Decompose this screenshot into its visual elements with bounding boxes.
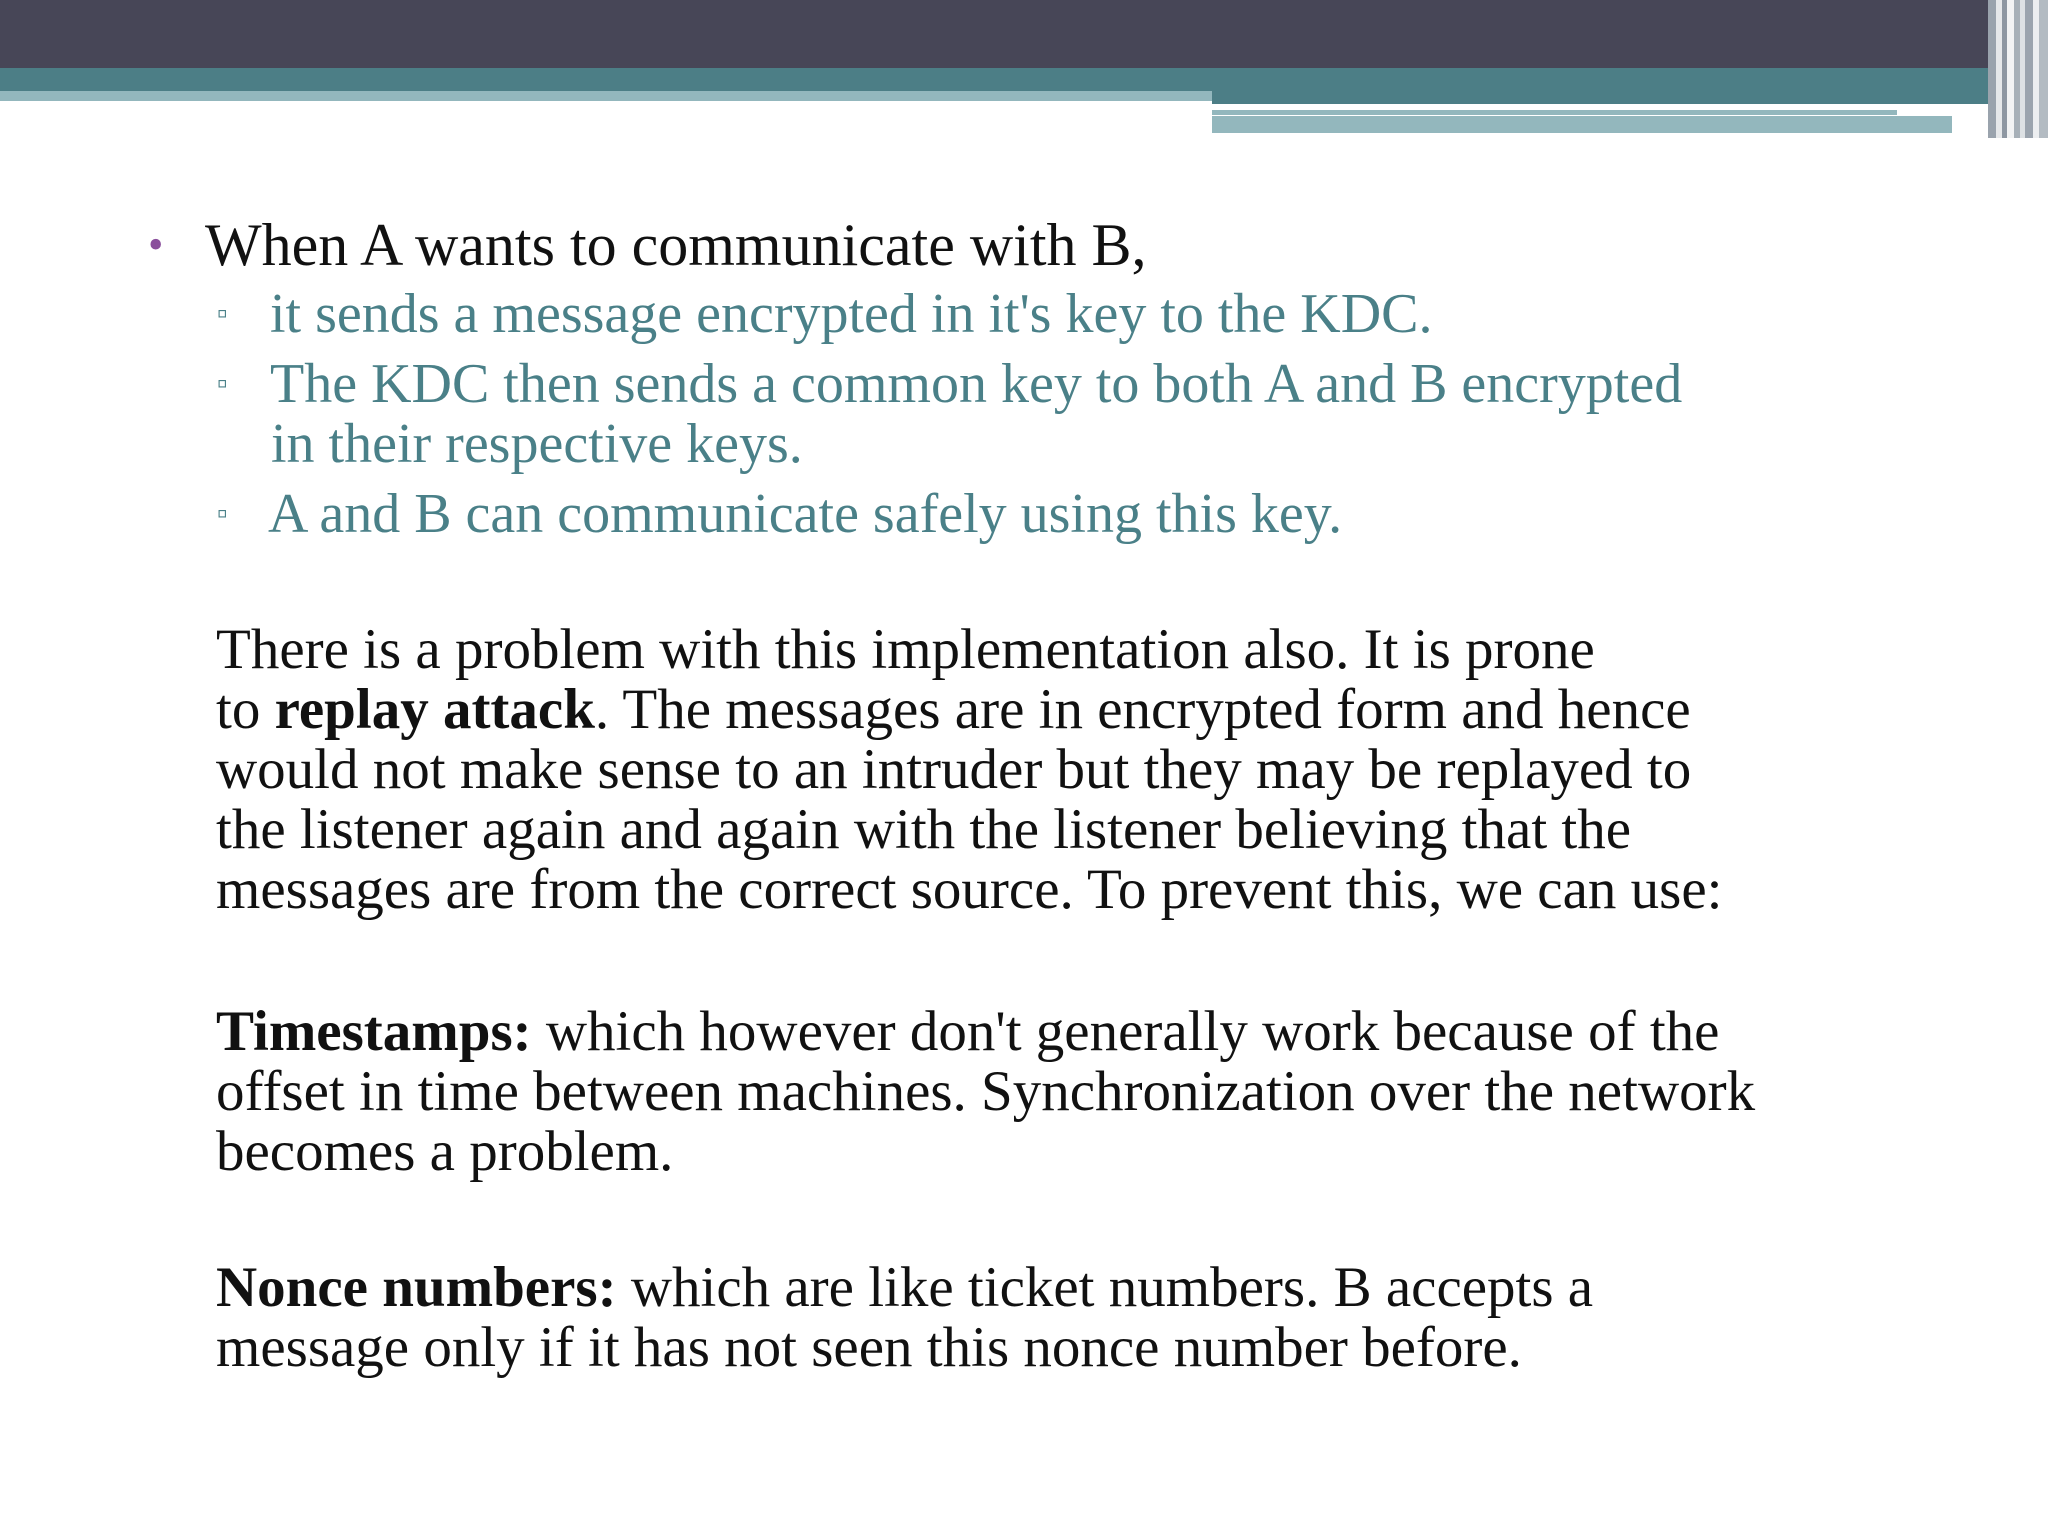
level1-bullet-icon: • — [148, 220, 164, 269]
timestamps-line-1-rest: which however don't generally work because of the — [531, 1000, 1720, 1063]
replay-attack-term: replay attack — [274, 678, 595, 741]
replay-line-3: would not make sense to an intruder but they may be replayed to — [216, 738, 1692, 801]
subitem-3: A and B can communicate safely using this key. — [268, 483, 1343, 545]
nonce-line-1-rest: which are like ticket numbers. B accepts a — [616, 1256, 1594, 1319]
timestamps-term: Timestamps: — [216, 1000, 532, 1063]
timestamps-line-2: offset in time between machines. Synchronization over the network — [216, 1060, 1756, 1123]
replay-line-1: There is a problem with this implementation also. It is prone — [216, 618, 1595, 681]
timestamps-line-1 — [216, 1002, 1719, 1062]
level2-bullet-icon: ▫ — [217, 497, 228, 530]
level2-bullet-icon: ▫ — [217, 297, 228, 330]
replay-line-2-rest: . The messages are in encrypted form and hence — [594, 678, 1691, 741]
replay-line-2 — [216, 680, 1691, 740]
subitem-1: it sends a message encrypted in it's key to the KDC. — [270, 283, 1433, 345]
nonce-term: Nonce numbers: — [216, 1256, 617, 1319]
replay-line-5: messages are from the correct source. To prevent this, we can use: — [216, 858, 1723, 921]
level2-bullet-icon: ▫ — [217, 367, 228, 400]
subitem-2-line1: The KDC then sends a common key to both A and B encrypted — [270, 353, 1683, 415]
timestamps-line-3: becomes a problem. — [216, 1120, 674, 1183]
subitem-2-line2: in their respective keys. — [271, 413, 803, 475]
nonce-line-2: message only if it has not seen this nonce number before. — [216, 1316, 1522, 1379]
replay-line-2-prefix: to — [216, 678, 275, 741]
nonce-line-1 — [216, 1258, 1593, 1318]
replay-line-4: the listener again and again with the listener believing that the — [216, 798, 1632, 861]
main-bullet-text: When A wants to communicate with B, — [205, 212, 1147, 278]
